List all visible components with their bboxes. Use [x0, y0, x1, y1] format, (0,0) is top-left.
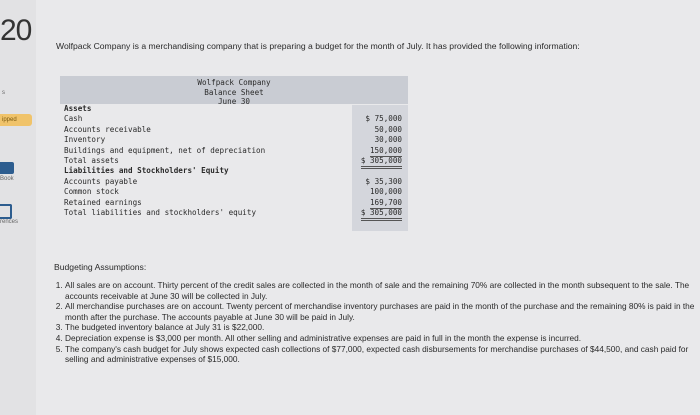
- total-liabilities-label: Total liabilities and stockholders' equity: [64, 207, 257, 217]
- statement-title: Balance Sheet: [204, 87, 264, 97]
- total-assets-row: [60, 156, 408, 166]
- row-amount: 150,000: [370, 146, 402, 157]
- row-amount: 50,000: [374, 124, 402, 134]
- total-liabilities-amount: $ 305,000: [361, 208, 402, 221]
- row-amount: $ 75,000: [365, 114, 402, 124]
- balance-sheet: [60, 76, 408, 218]
- question-number: 20: [0, 14, 32, 47]
- assumptions-title: Budgeting Assumptions:: [54, 262, 147, 272]
- total-assets-label: Total assets: [64, 155, 119, 165]
- list-item: 1. All sales are on account. Thirty percent of the credit sales are collected in the month of sale and the remaining 70% are collected in the month subsequent to the sale. The accounts receivable at June 30 will be collected in July.: [65, 280, 700, 301]
- assets-heading-row: [60, 104, 408, 114]
- statement-date: June 30: [217, 97, 250, 106]
- company-name: Wolfpack Company: [197, 78, 271, 87]
- row-label: Accounts receivable: [64, 124, 151, 134]
- references-label[interactable]: rences: [0, 219, 19, 225]
- row-amount: 30,000: [374, 135, 402, 145]
- row-amount: $ 35,300: [365, 176, 402, 186]
- row-label: Retained earnings: [64, 197, 142, 207]
- table-row: [60, 198, 408, 208]
- references-icon[interactable]: [0, 204, 12, 219]
- table-row: [60, 125, 408, 135]
- list-item: 2. All merchandise purchases are on account. Twenty percent of merchandise inventory purchases are paid in the month of the purchase and the remaining 80% is paid in the month after the purchase. The accounts payable at June 30 will be paid in July.: [65, 301, 700, 322]
- skipped-badge[interactable]: ipped: [0, 114, 32, 126]
- row-label: Cash: [64, 114, 83, 124]
- table-row: [60, 146, 408, 156]
- assumptions-list: [50, 280, 700, 365]
- assets-heading: Assets: [64, 104, 92, 113]
- ebook-label[interactable]: Book: [0, 176, 14, 182]
- total-assets-amount: $ 305,000: [361, 156, 402, 169]
- list-item: 3. The budgeted inventory balance at July 31 is $22,000.: [65, 322, 700, 333]
- ebook-icon[interactable]: [0, 162, 14, 174]
- table-row: [60, 187, 408, 197]
- list-item: 4. Depreciation expense is $3,000 per month. All other selling and administrative expenses are paid in full in the month the expense is incurred.: [65, 333, 700, 344]
- balance-sheet-header: [60, 76, 408, 104]
- liabilities-heading-row: [60, 166, 408, 176]
- row-label: Buildings and equipment, net of depreciation: [64, 145, 266, 155]
- table-row: [60, 177, 408, 187]
- row-amount: 100,000: [369, 187, 402, 197]
- total-liabilities-row: [60, 208, 408, 218]
- row-label: Inventory: [64, 135, 106, 145]
- table-row: [60, 114, 408, 124]
- sidebar-mark: s: [2, 90, 5, 96]
- list-item: 5. The company's cash budget for July shows expected cash collections of $77,000, expected cash disbursements for merchandise purchases of $44,500, and cash paid for selling and administrative expenses of $15,000.: [65, 344, 700, 365]
- row-label: Accounts payable: [64, 176, 138, 186]
- table-row: [60, 135, 408, 145]
- liabilities-heading: Liabilities and Stockholders' Equity: [64, 166, 229, 176]
- sidebar: [0, 0, 36, 415]
- row-label: Common stock: [64, 187, 119, 197]
- row-amount: 169,700: [370, 198, 402, 209]
- problem-intro: Wolfpack Company is a merchandising company that is preparing a budget for the month of July. It has provided the following information:: [56, 41, 580, 51]
